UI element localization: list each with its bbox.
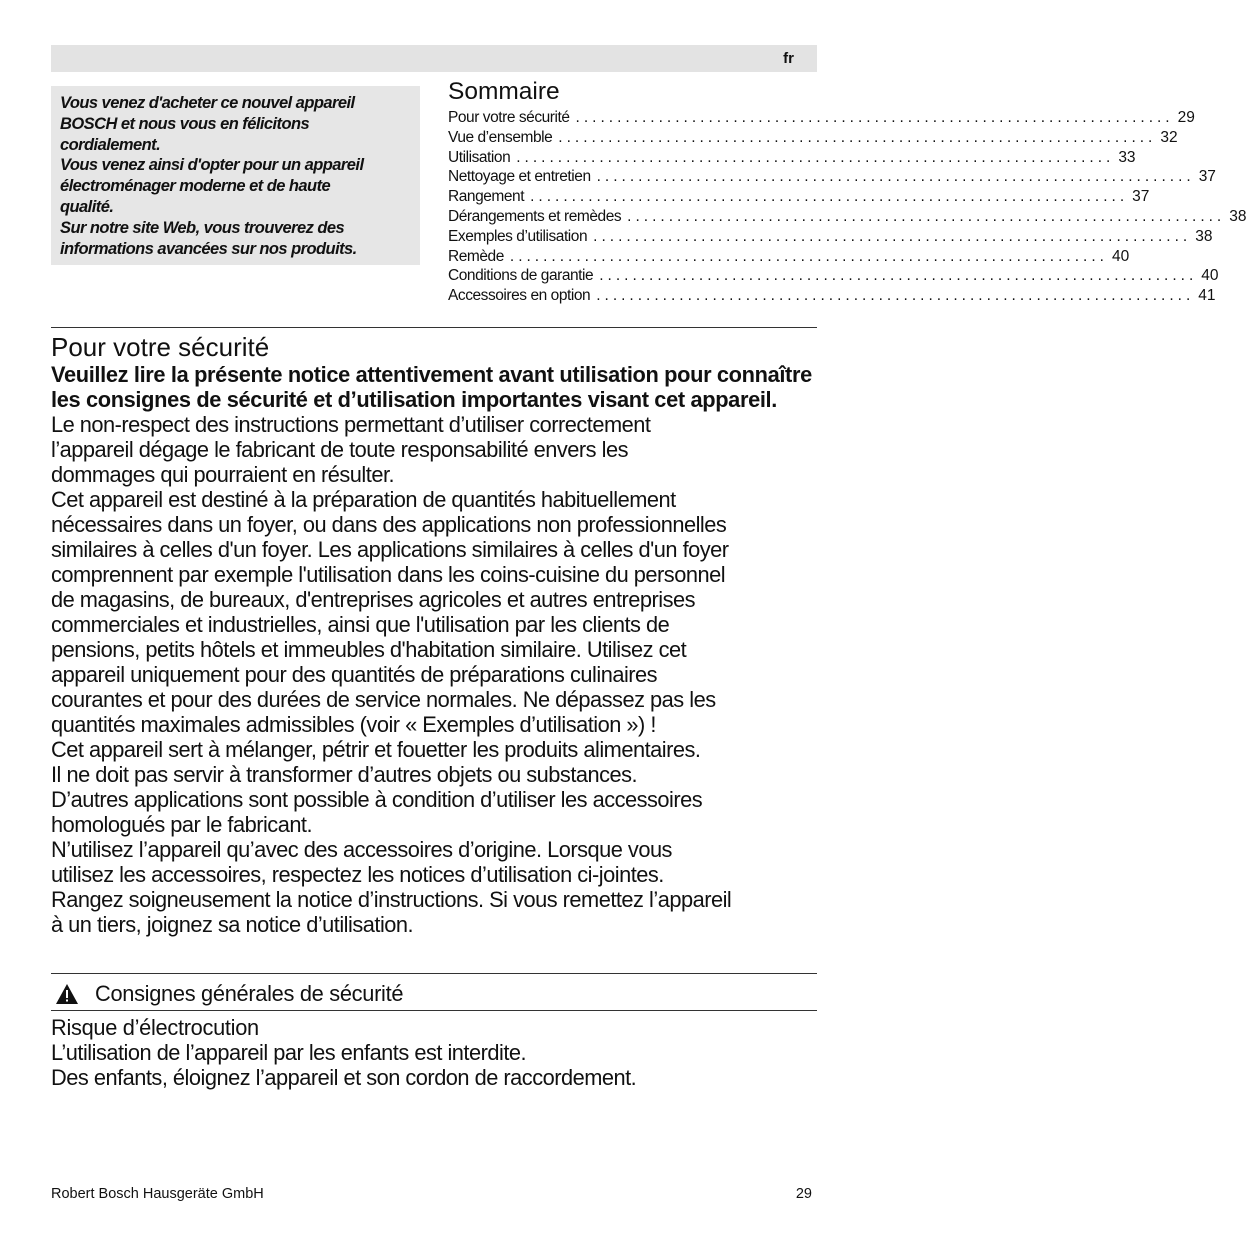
body-line: pensions, petits hôtels et immeubles d'habitation similaire. Utilisez cet [51, 637, 687, 662]
body-line: comprennent par exemple l'utilisation dans les coins-cuisine du personnel [51, 562, 726, 587]
body-line: commerciales et industrielles, ainsi que l'utilisation par les clients de [51, 612, 670, 637]
toc-item[interactable] [448, 247, 1130, 267]
body-line: utilisez les accessoires, respectez les notices d’utilisation ci-jointes. [51, 862, 664, 887]
toc-item-label: Accessoires en option [448, 287, 591, 305]
body-line: appareil uniquement pour des quantités de préparations culinaires [51, 662, 658, 687]
toc-item-page: 32 [1160, 128, 1178, 146]
header-bar [51, 45, 817, 72]
general-safety-title: Consignes générales de sécurité [95, 981, 404, 1006]
body-line: L’utilisation de l’appareil par les enfants est interdite. [51, 1040, 527, 1065]
toc-item[interactable] [448, 148, 1136, 168]
intro-line: électroménager moderne et de haute [60, 177, 331, 196]
body-line: homologués par le fabricant. [51, 812, 313, 837]
toc-item[interactable] [448, 266, 1219, 286]
toc-leader: ........................................................................ [599, 267, 1198, 285]
toc-item-page: 40 [1201, 267, 1219, 285]
footer-page-number: 29 [795, 1186, 812, 1202]
footer-company: Robert Bosch Hausgeräte GmbH [51, 1186, 264, 1202]
body-line: à un tiers, joignez sa notice d’utilisation. [51, 912, 414, 937]
body-line: nécessaires dans un foyer, ou dans des applications non professionnelles [51, 512, 727, 537]
language-code: fr [783, 50, 794, 67]
toc-item-page: 37 [1132, 188, 1150, 206]
toc-item-label: Exemples d’utilisation [448, 227, 588, 245]
toc-item-page: 38 [1229, 207, 1246, 225]
risk-section [51, 1015, 821, 1090]
toc-leader: ........................................................................ [596, 168, 1195, 186]
section-title: Pour votre sécurité [51, 332, 270, 362]
toc-item-page: 38 [1195, 227, 1213, 245]
intro-line: informations avancées sur nos produits. [60, 239, 357, 258]
toc-item-label: Pour votre sécurité [448, 109, 570, 126]
body-line: Des enfants, éloignez l’appareil et son cordon de raccordement. [51, 1065, 637, 1090]
body-line: Rangez soigneusement la notice d’instructions. Si vous remettez l’appareil [51, 887, 732, 912]
toc-leader: ........................................................................ [575, 109, 1174, 126]
toc-item-page: 37 [1198, 168, 1216, 186]
toc-item[interactable] [448, 128, 1178, 148]
section-divider [51, 973, 817, 974]
body-line: courantes et pour des durées de service normales. Ne dépassez pas les [51, 687, 716, 712]
toc-leader: ........................................................................ [516, 148, 1115, 166]
safety-section [51, 333, 821, 937]
toc-item[interactable] [448, 108, 1195, 128]
body-line: Cet appareil est destiné à la préparation de quantités habituellement [51, 487, 676, 512]
body-line: l’appareil dégage le fabricant de toute responsabilité envers les [51, 437, 628, 462]
toc-item-page: 33 [1118, 148, 1136, 166]
section-divider [51, 327, 817, 328]
toc-item-label: Vue d’ensemble [448, 128, 553, 146]
risk-title: Risque d’électrocution [51, 1015, 259, 1040]
general-safety-heading [51, 979, 403, 1009]
toc-title: Sommaire [448, 78, 560, 105]
section-lead: Veuillez lire la présente notice attentivement avant utilisation pour connaître les consignes de sécurité et d’utilisation importantes visant cet appareil. [51, 362, 812, 412]
body-line: similaires à celles d'un foyer. Les applications similaires à celles d'un foyer [51, 537, 729, 562]
toc-leader: ........................................................................ [596, 287, 1195, 305]
intro-line: qualité. [60, 197, 114, 216]
body-line: de magasins, de bureaux, d'entreprises agricoles et autres entreprises [51, 587, 696, 612]
toc-leader: ........................................................................ [558, 128, 1157, 146]
toc-item[interactable] [448, 207, 1246, 227]
body-line: Il ne doit pas servir à transformer d’autres objets ou substances. [51, 762, 638, 787]
intro-line: Vous venez d'acheter ce nouvel appareil [60, 94, 355, 112]
toc-item-label: Rangement [448, 188, 525, 206]
body-line: D’autres applications sont possible à condition d’utiliser les accessoires [51, 787, 703, 812]
table-of-contents [448, 76, 1246, 306]
toc-item[interactable] [448, 187, 1150, 207]
toc-leader: ........................................................................ [509, 247, 1108, 265]
intro-line: cordialement. [60, 135, 161, 154]
intro-line: BOSCH et nous vous en félicitons [60, 114, 310, 133]
toc-item-page: 40 [1111, 247, 1130, 265]
toc-item-label: Conditions de garantie [448, 267, 594, 285]
intro-line: Sur notre site Web, vous trouverez des [60, 218, 345, 237]
intro-box [51, 86, 420, 265]
toc-item[interactable] [448, 167, 1216, 187]
toc-leader: ........................................................................ [530, 188, 1129, 206]
intro-line: Vous venez ainsi d'opter pour un appareil [60, 156, 364, 175]
toc-item-label: Utilisation [448, 148, 511, 166]
warning-triangle-icon [55, 983, 79, 1005]
toc-item[interactable] [448, 286, 1216, 306]
toc-item-label: Remède [448, 247, 504, 265]
toc-item[interactable] [448, 227, 1213, 247]
toc-leader: ........................................................................ [593, 227, 1192, 245]
body-line: quantités maximales admissibles (voir « Exemples d’utilisation ») ! [51, 712, 656, 737]
body-line: N’utilisez l’appareil qu’avec des accessoires d’origine. Lorsque vous [51, 837, 672, 862]
toc-item-label: Dérangements et remèdes [448, 207, 622, 225]
toc-item-page: 29 [1177, 109, 1195, 126]
body-line: Le non-respect des instructions permettant d’utiliser correctement [51, 412, 651, 437]
toc-item-label: Nettoyage et entretien [448, 168, 591, 186]
body-line: Cet appareil sert à mélanger, pétrir et fouetter les produits alimentaires. [51, 737, 701, 762]
section-divider [51, 1010, 817, 1011]
toc-item-page: 41 [1198, 287, 1216, 305]
toc-leader: ........................................................................ [627, 207, 1226, 225]
body-line: dommages qui pourraient en résulter. [51, 462, 395, 487]
